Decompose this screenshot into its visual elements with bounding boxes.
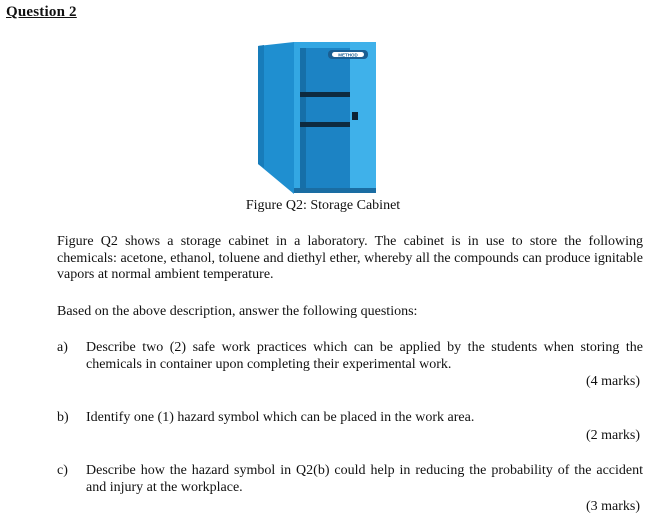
figure-caption: Figure Q2: Storage Cabinet (245, 198, 401, 213)
cabinet-shelf (300, 92, 350, 97)
question-letter: a) (57, 340, 68, 355)
intro-paragraph: Figure Q2 shows a storage cabinet in a laboratory. The cabinet is in use to store the following chemicals: acetone, ethanol, toluene and diethyl ether, whereby all the compounds can produce ignitable vapors at normal ambient temperature. (57, 234, 643, 282)
question-text: Identify one (1) hazard symbol which can be placed in the work area. (86, 410, 475, 425)
cabinet-interior (300, 48, 350, 188)
lock-icon (352, 112, 358, 120)
question-letter: b) (57, 410, 69, 425)
storage-cabinet-image (250, 40, 390, 196)
question-letter: c) (57, 463, 68, 478)
question-a-marks: (4 marks) (585, 374, 640, 389)
question-b (57, 410, 643, 430)
question-c (57, 463, 643, 499)
storage-cabinet-figure (250, 40, 390, 196)
question-b-marks: (2 marks) (585, 428, 640, 443)
instruction-text: Based on the above description, answer the following questions: (57, 304, 418, 319)
question-title: Question 2 (6, 4, 77, 20)
brand-label: METHOD (338, 52, 358, 58)
question-a (57, 340, 643, 376)
cabinet-shelf (300, 122, 350, 127)
question-text: Describe how the hazard symbol in Q2(b) could help in reducing the probability of the accident and injury at the workplace. (86, 463, 643, 495)
question-text: Describe two (2) safe work practices which can be applied by the students when storing the chemicals in container upon completing their experimental work. (86, 340, 643, 372)
question-c-marks: (3 marks) (585, 499, 640, 514)
